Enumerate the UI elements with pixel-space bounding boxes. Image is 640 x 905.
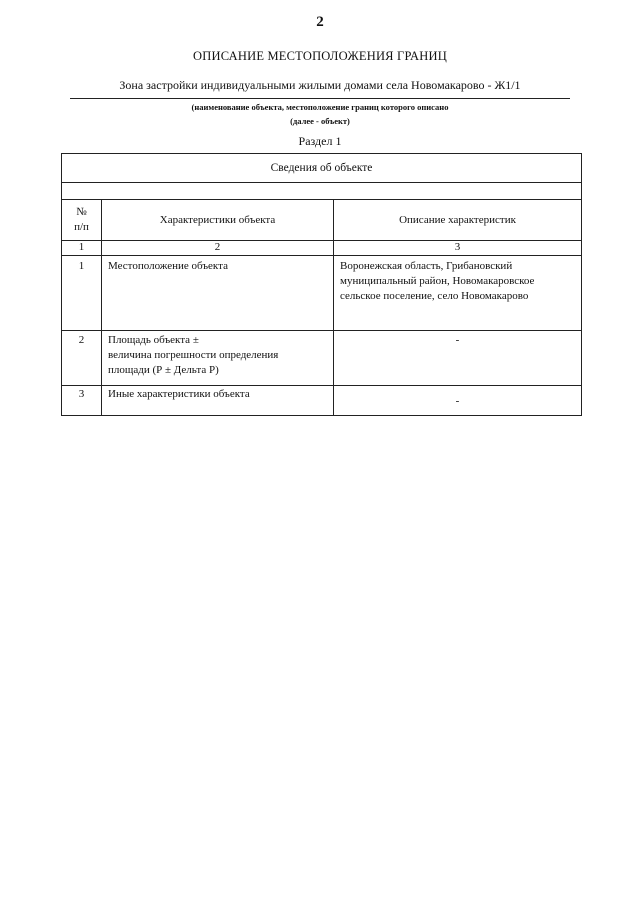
object-name-underline: [70, 98, 570, 99]
row-characteristic-line: площади (Р ± Дельта Р): [108, 364, 219, 376]
row-description-line: сельское поселение, село Новомакарово: [340, 290, 529, 302]
object-name: Зона застройки индивидуальными жилыми домами села Новомакарово - Ж1/1: [119, 78, 521, 92]
column-number-3: 3: [334, 241, 582, 256]
column-number-2: 2: [102, 241, 334, 256]
object-name-caption: (наименование объекта, местоположение границ которого описано: [191, 102, 449, 112]
row-number: 1: [62, 256, 102, 331]
row-characteristic-line: величина погрешности определения: [108, 349, 279, 361]
column-number-row: [62, 241, 582, 256]
object-name-caption-continued: (далее - объект): [290, 116, 350, 126]
document-title: ОПИСАНИЕ МЕСТОПОЛОЖЕНИЯ ГРАНИЦ: [193, 49, 447, 63]
column-header-number-line1: №: [76, 206, 87, 218]
row-number: 2: [62, 331, 102, 386]
row-characteristic: [102, 331, 334, 386]
row-description: [334, 256, 582, 331]
column-number-1: 1: [62, 241, 102, 256]
page-number: 2: [316, 14, 324, 30]
row-description-value: -: [455, 395, 460, 407]
row-number: 3: [62, 386, 102, 416]
column-header-row: [62, 200, 582, 241]
row-characteristic-line: Площадь объекта ±: [108, 334, 199, 346]
object-info-table: [61, 153, 582, 416]
table-empty-cell: [62, 183, 582, 200]
column-header-number: [62, 200, 102, 241]
column-header-number-line2: п/п: [74, 221, 89, 233]
table-header-row: [62, 154, 582, 183]
row-characteristic: Иные характеристики объекта: [102, 386, 334, 416]
row-description-line: Воронежская область, Грибановский: [340, 260, 513, 272]
table-row: [62, 386, 582, 416]
table-row: [62, 256, 582, 331]
section-title: Раздел 1: [298, 134, 342, 148]
row-description-line: муниципальный район, Новомакаровское: [340, 275, 535, 287]
table-header: Сведения об объекте: [62, 154, 582, 183]
row-characteristic: Местоположение объекта: [102, 256, 334, 331]
column-header-description: Описание характеристик: [334, 200, 582, 241]
table-empty-row: [62, 183, 582, 200]
row-description: [334, 386, 582, 416]
table-row: [62, 331, 582, 386]
column-header-characteristic: Характеристики объекта: [102, 200, 334, 241]
row-description: -: [334, 331, 582, 386]
